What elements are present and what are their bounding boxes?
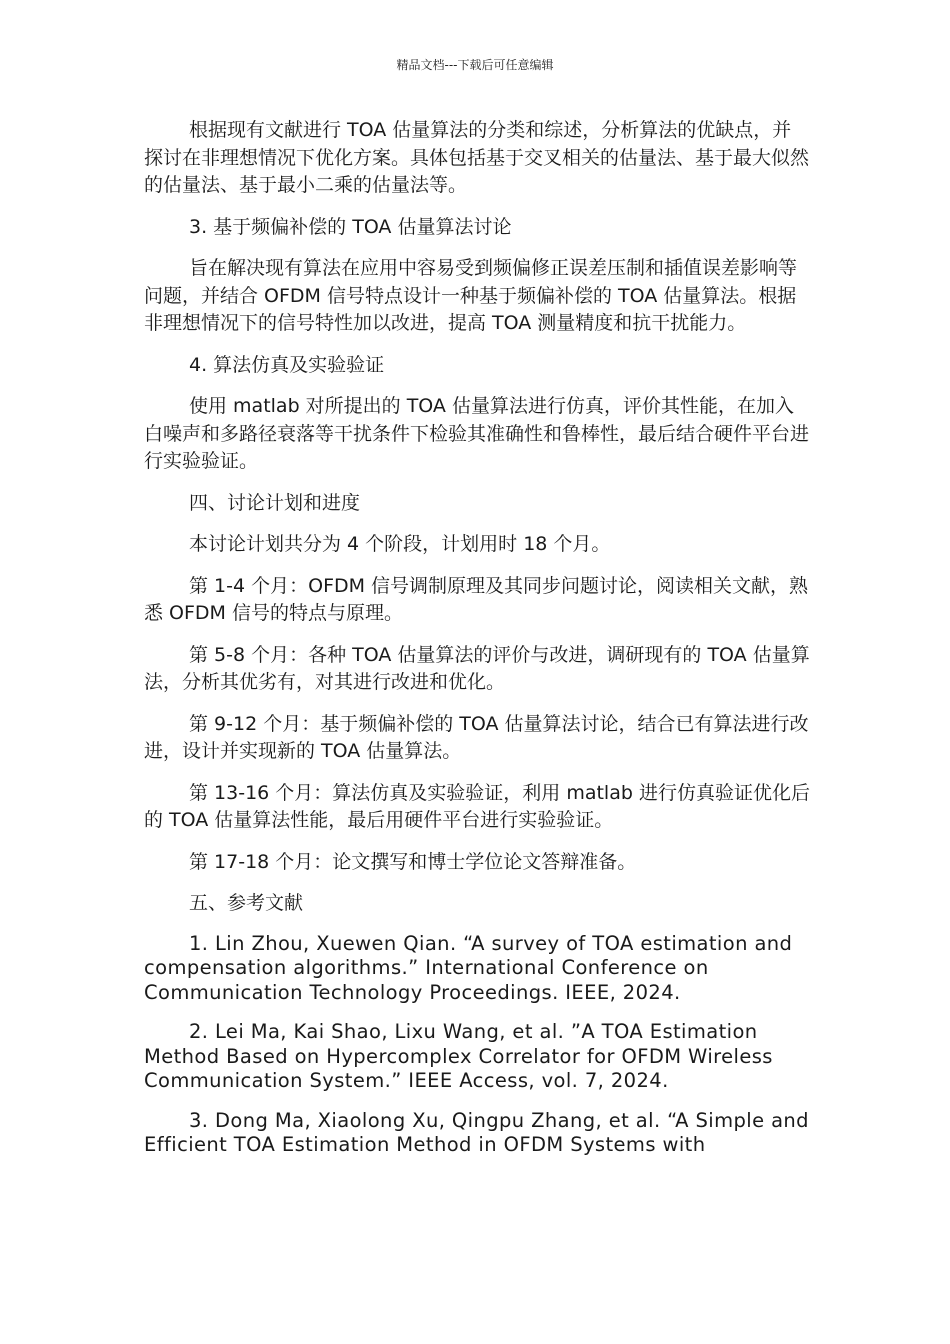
document-body (144, 117, 810, 1173)
reference-item: 3. Dong Ma, Xiaolong Xu, Qingpu Zhang, et al. “A Simple and Efficient TOA Estimation Method in OFDM Systems with (144, 1108, 809, 1156)
plan-stage-2: 第 5-8 个月：各种 TOA 估量算法的评价与改进，调研现有的 TOA 估量算法，分析其优劣有，对其进行改进和优化。 (144, 643, 810, 693)
section-heading-3: 3. 基于频偏补偿的 TOA 估量算法讨论 (189, 215, 512, 238)
plan-stage-4: 第 13-16 个月：算法仿真及实验验证，利用 matlab 进行仿真验证优化后的 TOA 估量算法性能，最后用硬件平台进行实验验证。 (144, 781, 810, 831)
page-header: 精品文档---下载后可任意编辑 (396, 58, 554, 72)
reference-item: 1. Lin Zhou, Xuewen Qian. “A survey of TOA estimation and compensation algorithms.” International Conference on Communication Technology Proceedings. IEEE, 2024. (144, 931, 793, 1004)
paragraph-frequency-offset: 旨在解决现有算法在应用中容易受到频偏修正误差压制和插值误差影响等问题，并结合 OFDM 信号特点设计一种基于频偏补偿的 TOA 估量算法。根据非理想情况下的信号特性加以改进，提高 TOA 测量精度和抗干扰能力。 (144, 257, 798, 334)
plan-stage-1: 第 1-4 个月：OFDM 信号调制原理及其同步问题讨论，阅读相关文献，熟悉 OFDM 信号的特点与原理。 (144, 574, 809, 624)
paragraph-literature-review: 根据现有文献进行 TOA 估量算法的分类和综述，分析算法的优缺点，并探讨在非理想情况下优化方案。具体包括基于交叉相关的估量法、基于最大似然的估量法、基于最小二乘的估量法等。 (144, 119, 810, 196)
plan-intro: 本讨论计划共分为 4 个阶段，计划用时 18 个月。 (189, 533, 611, 555)
plan-stage-3: 第 9-12 个月：基于频偏补偿的 TOA 估量算法讨论，结合已有算法进行改进，设计并实现新的 TOA 估量算法。 (144, 712, 809, 762)
reference-item: 2. Lei Ma, Kai Shao, Lixu Wang, et al. ”A TOA Estimation Method Based on Hypercomplex Correlator for OFDM Wireless Communication System.” IEEE Access, vol. 7, 2024. (144, 1020, 773, 1092)
section-heading-plan: 四、讨论计划和进度 (189, 491, 361, 514)
plan-stage-5: 第 17-18 个月：论文撰写和博士学位论文答辩准备。 (189, 850, 637, 873)
paragraph-simulation: 使用 matlab 对所提出的 TOA 估量算法进行仿真，评价其性能，在加入白噪声和多路径衰落等干扰条件下检验其准确性和鲁棒性，最后结合硬件平台进行实验验证。 (144, 395, 810, 472)
section-heading-references: 五、参考文献 (189, 892, 304, 914)
section-heading-4: 4. 算法仿真及实验验证 (189, 353, 385, 376)
